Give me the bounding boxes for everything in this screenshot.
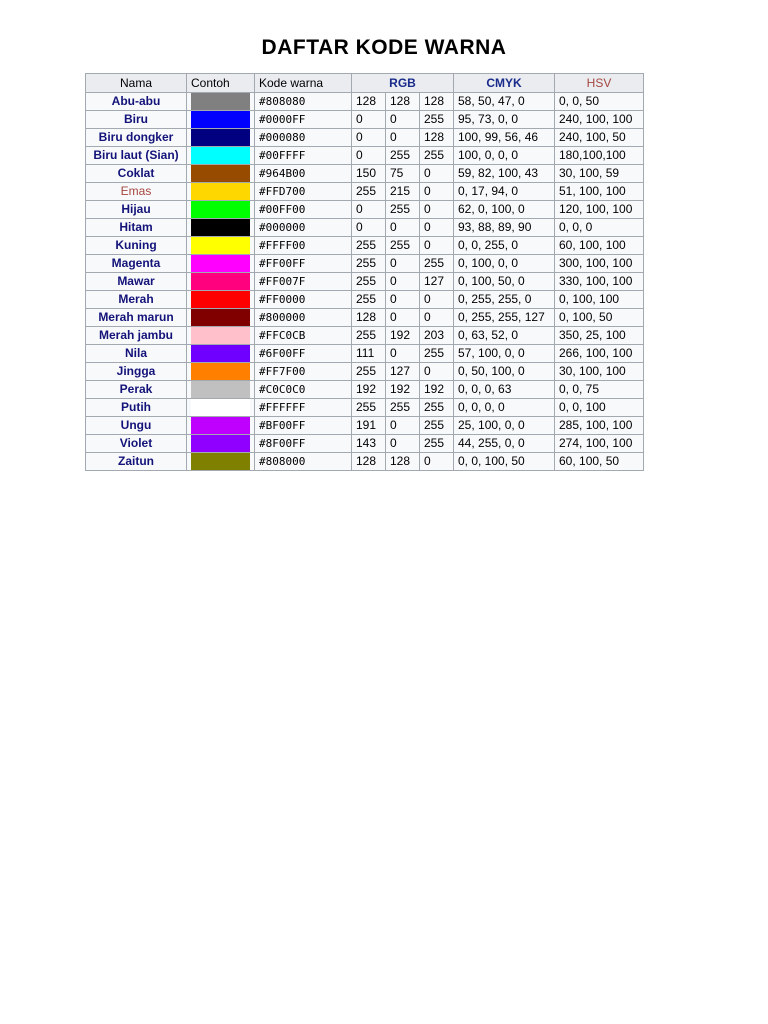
color-swatch bbox=[191, 435, 250, 452]
hsv-cell: 60, 100, 100 bbox=[555, 237, 644, 255]
color-name-cell: Violet bbox=[86, 435, 187, 453]
rgb-g-cell: 192 bbox=[386, 327, 420, 345]
color-swatch bbox=[191, 273, 250, 290]
table-row bbox=[86, 453, 644, 471]
cmyk-cell: 59, 82, 100, 43 bbox=[454, 165, 555, 183]
hsv-cell: 0, 100, 100 bbox=[555, 291, 644, 309]
table-row bbox=[86, 129, 644, 147]
color-swatch bbox=[191, 363, 250, 380]
color-swatch bbox=[191, 381, 250, 398]
hsv-cell: 274, 100, 100 bbox=[555, 435, 644, 453]
header-hsv: HSV bbox=[555, 74, 644, 93]
hsv-cell: 300, 100, 100 bbox=[555, 255, 644, 273]
cmyk-cell: 57, 100, 0, 0 bbox=[454, 345, 555, 363]
color-swatch-cell bbox=[187, 381, 255, 399]
rgb-g-cell: 127 bbox=[386, 363, 420, 381]
cmyk-cell: 0, 100, 0, 0 bbox=[454, 255, 555, 273]
rgb-r-cell: 255 bbox=[352, 183, 386, 201]
color-name-cell: Abu-abu bbox=[86, 93, 187, 111]
rgb-g-cell: 255 bbox=[386, 201, 420, 219]
color-swatch bbox=[191, 147, 250, 164]
hex-code-cell: #8F00FF bbox=[255, 435, 352, 453]
rgb-g-cell: 255 bbox=[386, 147, 420, 165]
hex-code-cell: #964B00 bbox=[255, 165, 352, 183]
color-name-cell: Biru bbox=[86, 111, 187, 129]
table-row bbox=[86, 345, 644, 363]
color-swatch bbox=[191, 93, 250, 110]
hex-code-cell: #FF7F00 bbox=[255, 363, 352, 381]
rgb-b-cell: 0 bbox=[420, 201, 454, 219]
rgb-r-cell: 0 bbox=[352, 201, 386, 219]
cmyk-cell: 0, 17, 94, 0 bbox=[454, 183, 555, 201]
color-swatch bbox=[191, 201, 250, 218]
table-row bbox=[86, 309, 644, 327]
rgb-g-cell: 215 bbox=[386, 183, 420, 201]
rgb-b-cell: 0 bbox=[420, 183, 454, 201]
color-swatch-cell bbox=[187, 183, 255, 201]
color-name-cell: Ungu bbox=[86, 417, 187, 435]
table-row bbox=[86, 417, 644, 435]
hsv-cell: 285, 100, 100 bbox=[555, 417, 644, 435]
hex-code-cell: #FF007F bbox=[255, 273, 352, 291]
rgb-b-cell: 0 bbox=[420, 453, 454, 471]
table-row bbox=[86, 381, 644, 399]
color-swatch bbox=[191, 309, 250, 326]
rgb-b-cell: 255 bbox=[420, 417, 454, 435]
cmyk-cell: 62, 0, 100, 0 bbox=[454, 201, 555, 219]
table-row bbox=[86, 183, 644, 201]
hex-code-cell: #800000 bbox=[255, 309, 352, 327]
rgb-r-cell: 255 bbox=[352, 291, 386, 309]
page-title: DAFTAR KODE WARNA bbox=[261, 36, 507, 59]
hsv-cell: 350, 25, 100 bbox=[555, 327, 644, 345]
rgb-g-cell: 192 bbox=[386, 381, 420, 399]
hsv-cell: 266, 100, 100 bbox=[555, 345, 644, 363]
hsv-cell: 240, 100, 50 bbox=[555, 129, 644, 147]
table-row bbox=[86, 435, 644, 453]
color-name-cell: Putih bbox=[86, 399, 187, 417]
cmyk-cell: 0, 255, 255, 127 bbox=[454, 309, 555, 327]
header-contoh: Contoh bbox=[187, 74, 255, 93]
color-swatch bbox=[191, 417, 250, 434]
cmyk-cell: 44, 255, 0, 0 bbox=[454, 435, 555, 453]
rgb-g-cell: 0 bbox=[386, 273, 420, 291]
rgb-b-cell: 255 bbox=[420, 147, 454, 165]
rgb-r-cell: 128 bbox=[352, 309, 386, 327]
rgb-g-cell: 0 bbox=[386, 435, 420, 453]
rgb-b-cell: 255 bbox=[420, 435, 454, 453]
table-row bbox=[86, 327, 644, 345]
rgb-g-cell: 0 bbox=[386, 255, 420, 273]
hex-code-cell: #0000FF bbox=[255, 111, 352, 129]
color-swatch bbox=[191, 255, 250, 272]
rgb-b-cell: 127 bbox=[420, 273, 454, 291]
hex-code-cell: #000000 bbox=[255, 219, 352, 237]
cmyk-cell: 0, 100, 50, 0 bbox=[454, 273, 555, 291]
color-swatch-cell bbox=[187, 129, 255, 147]
rgb-b-cell: 255 bbox=[420, 111, 454, 129]
color-swatch-cell bbox=[187, 273, 255, 291]
table-row bbox=[86, 291, 644, 309]
rgb-b-cell: 192 bbox=[420, 381, 454, 399]
color-swatch bbox=[191, 237, 250, 254]
hex-code-cell: #000080 bbox=[255, 129, 352, 147]
cmyk-cell: 0, 0, 100, 50 bbox=[454, 453, 555, 471]
rgb-g-cell: 0 bbox=[386, 345, 420, 363]
table-row bbox=[86, 219, 644, 237]
table-row bbox=[86, 93, 644, 111]
cmyk-cell: 0, 0, 255, 0 bbox=[454, 237, 555, 255]
hsv-cell: 51, 100, 100 bbox=[555, 183, 644, 201]
rgb-r-cell: 0 bbox=[352, 111, 386, 129]
rgb-b-cell: 255 bbox=[420, 399, 454, 417]
hex-code-cell: #FFFF00 bbox=[255, 237, 352, 255]
cmyk-cell: 100, 99, 56, 46 bbox=[454, 129, 555, 147]
color-swatch bbox=[191, 453, 250, 470]
hex-code-cell: #FFD700 bbox=[255, 183, 352, 201]
rgb-b-cell: 203 bbox=[420, 327, 454, 345]
hex-code-cell: #00FFFF bbox=[255, 147, 352, 165]
color-swatch-cell bbox=[187, 453, 255, 471]
cmyk-cell: 25, 100, 0, 0 bbox=[454, 417, 555, 435]
rgb-g-cell: 0 bbox=[386, 291, 420, 309]
hex-code-cell: #6F00FF bbox=[255, 345, 352, 363]
hex-code-cell: #FFFFFF bbox=[255, 399, 352, 417]
hex-code-cell: #00FF00 bbox=[255, 201, 352, 219]
hex-code-cell: #808000 bbox=[255, 453, 352, 471]
rgb-r-cell: 192 bbox=[352, 381, 386, 399]
table-row bbox=[86, 147, 644, 165]
table-row bbox=[86, 111, 644, 129]
color-name-cell: Perak bbox=[86, 381, 187, 399]
color-swatch-cell bbox=[187, 237, 255, 255]
rgb-g-cell: 128 bbox=[386, 453, 420, 471]
hsv-cell: 0, 0, 75 bbox=[555, 381, 644, 399]
table-row bbox=[86, 201, 644, 219]
table-row bbox=[86, 237, 644, 255]
color-swatch-cell bbox=[187, 327, 255, 345]
table-body bbox=[86, 93, 644, 471]
rgb-b-cell: 0 bbox=[420, 309, 454, 327]
hsv-cell: 0, 0, 50 bbox=[555, 93, 644, 111]
rgb-g-cell: 75 bbox=[386, 165, 420, 183]
rgb-g-cell: 0 bbox=[386, 417, 420, 435]
color-swatch-cell bbox=[187, 201, 255, 219]
rgb-r-cell: 255 bbox=[352, 399, 386, 417]
color-swatch bbox=[191, 291, 250, 308]
table-row bbox=[86, 255, 644, 273]
hsv-cell: 0, 0, 100 bbox=[555, 399, 644, 417]
rgb-r-cell: 255 bbox=[352, 237, 386, 255]
color-swatch-cell bbox=[187, 165, 255, 183]
color-swatch bbox=[191, 399, 250, 416]
color-swatch-cell bbox=[187, 219, 255, 237]
color-name-cell: Biru dongker bbox=[86, 129, 187, 147]
rgb-r-cell: 150 bbox=[352, 165, 386, 183]
rgb-r-cell: 0 bbox=[352, 219, 386, 237]
color-name-cell: Magenta bbox=[86, 255, 187, 273]
rgb-g-cell: 0 bbox=[386, 309, 420, 327]
hex-code-cell: #808080 bbox=[255, 93, 352, 111]
table-row bbox=[86, 363, 644, 381]
color-name-cell: Coklat bbox=[86, 165, 187, 183]
rgb-b-cell: 255 bbox=[420, 345, 454, 363]
hsv-cell: 0, 0, 0 bbox=[555, 219, 644, 237]
hex-code-cell: #BF00FF bbox=[255, 417, 352, 435]
color-swatch-cell bbox=[187, 417, 255, 435]
color-name-cell: Merah marun bbox=[86, 309, 187, 327]
color-swatch-cell bbox=[187, 363, 255, 381]
header-nama: Nama bbox=[86, 74, 187, 93]
rgb-r-cell: 191 bbox=[352, 417, 386, 435]
hex-code-cell: #FFC0CB bbox=[255, 327, 352, 345]
rgb-g-cell: 0 bbox=[386, 129, 420, 147]
color-swatch bbox=[191, 327, 250, 344]
rgb-r-cell: 0 bbox=[352, 129, 386, 147]
rgb-r-cell: 255 bbox=[352, 327, 386, 345]
color-name-cell: Merah jambu bbox=[86, 327, 187, 345]
rgb-g-cell: 255 bbox=[386, 237, 420, 255]
color-name-cell: Zaitun bbox=[86, 453, 187, 471]
color-swatch-cell bbox=[187, 147, 255, 165]
color-swatch-cell bbox=[187, 399, 255, 417]
rgb-g-cell: 128 bbox=[386, 93, 420, 111]
cmyk-cell: 95, 73, 0, 0 bbox=[454, 111, 555, 129]
color-name-cell: Jingga bbox=[86, 363, 187, 381]
hsv-cell: 0, 100, 50 bbox=[555, 309, 644, 327]
hsv-cell: 330, 100, 100 bbox=[555, 273, 644, 291]
color-swatch-cell bbox=[187, 345, 255, 363]
rgb-b-cell: 0 bbox=[420, 165, 454, 183]
table-row bbox=[86, 399, 644, 417]
rgb-b-cell: 0 bbox=[420, 363, 454, 381]
rgb-b-cell: 0 bbox=[420, 219, 454, 237]
color-name-cell: Emas bbox=[86, 183, 187, 201]
color-name-cell: Nila bbox=[86, 345, 187, 363]
hex-code-cell: #C0C0C0 bbox=[255, 381, 352, 399]
color-name-cell: Kuning bbox=[86, 237, 187, 255]
color-swatch bbox=[191, 345, 250, 362]
rgb-b-cell: 0 bbox=[420, 291, 454, 309]
cmyk-cell: 0, 255, 255, 0 bbox=[454, 291, 555, 309]
cmyk-cell: 58, 50, 47, 0 bbox=[454, 93, 555, 111]
color-swatch-cell bbox=[187, 291, 255, 309]
color-swatch bbox=[191, 219, 250, 236]
header-cmyk: CMYK bbox=[454, 74, 555, 93]
hsv-cell: 120, 100, 100 bbox=[555, 201, 644, 219]
color-code-table bbox=[85, 73, 644, 471]
cmyk-cell: 0, 0, 0, 0 bbox=[454, 399, 555, 417]
hex-code-cell: #FF0000 bbox=[255, 291, 352, 309]
color-swatch-cell bbox=[187, 435, 255, 453]
cmyk-cell: 0, 0, 0, 63 bbox=[454, 381, 555, 399]
rgb-b-cell: 0 bbox=[420, 237, 454, 255]
rgb-b-cell: 128 bbox=[420, 129, 454, 147]
rgb-r-cell: 255 bbox=[352, 255, 386, 273]
rgb-r-cell: 0 bbox=[352, 147, 386, 165]
color-swatch bbox=[191, 129, 250, 146]
header-kode-warna: Kode warna bbox=[255, 74, 352, 93]
color-name-cell: Mawar bbox=[86, 273, 187, 291]
cmyk-cell: 93, 88, 89, 90 bbox=[454, 219, 555, 237]
hsv-cell: 30, 100, 59 bbox=[555, 165, 644, 183]
color-swatch bbox=[191, 111, 250, 128]
hsv-cell: 180,100,100 bbox=[555, 147, 644, 165]
rgb-g-cell: 0 bbox=[386, 111, 420, 129]
rgb-r-cell: 255 bbox=[352, 363, 386, 381]
color-name-cell: Merah bbox=[86, 291, 187, 309]
color-name-cell: Biru laut (Sian) bbox=[86, 147, 187, 165]
rgb-g-cell: 255 bbox=[386, 399, 420, 417]
color-swatch-cell bbox=[187, 309, 255, 327]
hsv-cell: 240, 100, 100 bbox=[555, 111, 644, 129]
rgb-r-cell: 255 bbox=[352, 273, 386, 291]
rgb-b-cell: 128 bbox=[420, 93, 454, 111]
color-swatch-cell bbox=[187, 255, 255, 273]
color-swatch-cell bbox=[187, 111, 255, 129]
hex-code-cell: #FF00FF bbox=[255, 255, 352, 273]
color-swatch bbox=[191, 165, 250, 182]
hsv-cell: 60, 100, 50 bbox=[555, 453, 644, 471]
cmyk-cell: 100, 0, 0, 0 bbox=[454, 147, 555, 165]
table-row bbox=[86, 273, 644, 291]
color-swatch bbox=[191, 183, 250, 200]
hsv-cell: 30, 100, 100 bbox=[555, 363, 644, 381]
table-header-row bbox=[86, 74, 644, 93]
rgb-r-cell: 128 bbox=[352, 93, 386, 111]
color-name-cell: Hitam bbox=[86, 219, 187, 237]
rgb-r-cell: 111 bbox=[352, 345, 386, 363]
cmyk-cell: 0, 63, 52, 0 bbox=[454, 327, 555, 345]
cmyk-cell: 0, 50, 100, 0 bbox=[454, 363, 555, 381]
rgb-r-cell: 128 bbox=[352, 453, 386, 471]
header-rgb: RGB bbox=[352, 74, 454, 93]
rgb-r-cell: 143 bbox=[352, 435, 386, 453]
color-name-cell: Hijau bbox=[86, 201, 187, 219]
rgb-b-cell: 255 bbox=[420, 255, 454, 273]
color-swatch-cell bbox=[187, 93, 255, 111]
table-row bbox=[86, 165, 644, 183]
rgb-g-cell: 0 bbox=[386, 219, 420, 237]
